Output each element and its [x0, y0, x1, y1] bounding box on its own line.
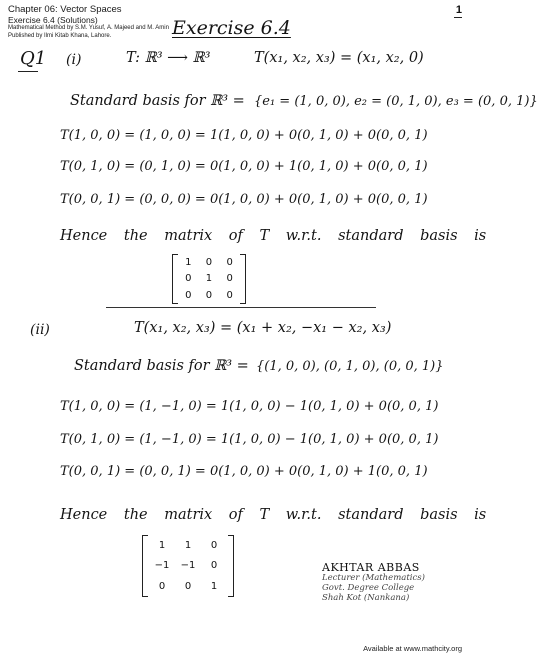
part-ii-hence: Hence the matrix of T w.r.t. standard basis is — [60, 507, 487, 523]
stamp-line: Govt. Degree College — [322, 583, 415, 593]
matrix-cell: 0 — [158, 581, 166, 593]
matrix-cell: 0 — [205, 290, 213, 302]
part-i-map: T: ℝ³ ⟶ ℝ³ — [126, 50, 211, 66]
matrix-cell: 1 — [158, 539, 166, 551]
part-ii-matrix — [142, 535, 234, 597]
matrix-cell: 0 — [210, 560, 218, 572]
matrix-cell: 1 — [184, 539, 192, 551]
matrix-cell: 1 — [185, 256, 192, 268]
matrix-cell: 0 — [210, 539, 218, 551]
part-i-matrix — [172, 254, 246, 304]
stamp-name: AKHTAR ABBAS — [322, 561, 420, 574]
part-ii-line-2: T(0, 1, 0) = (1, −1, 0) = 1(1, 0, 0) − 1(0, 1, 0) + 0(0, 0, 1) — [60, 432, 439, 447]
stamp-line: Lecturer (Mathematics) — [322, 573, 425, 583]
matrix-cell: 0 — [184, 581, 192, 593]
part-ii-basis-label: Standard basis for ℝ³ = — [74, 358, 249, 374]
part-i-basis-set: {e₁ = (1, 0, 0), e₂ = (0, 1, 0), e₃ = (0, 0, 1)} — [254, 94, 538, 109]
part-ii-line-1: T(1, 0, 0) = (1, −1, 0) = 1(1, 0, 0) − 1(0, 1, 0) + 0(0, 0, 1) — [60, 399, 439, 414]
stamp-line: Shah Kot (Nankana) — [322, 593, 410, 603]
part-i-line-3: T(0, 0, 1) = (0, 0, 0) = 0(1, 0, 0) + 0(0, 1, 0) + 0(0, 0, 1) — [60, 192, 428, 207]
part-ii-label: (ii) — [30, 322, 50, 338]
matrix-cell: 1 — [210, 581, 218, 593]
book-publisher: Published by Ilmi Kitab Khana, Lahore. — [8, 32, 112, 39]
part-i-line-1: T(1, 0, 0) = (1, 0, 0) = 1(1, 0, 0) + 0(0, 1, 0) + 0(0, 0, 1) — [60, 128, 428, 143]
part-i-line-2: T(0, 1, 0) = (0, 1, 0) = 0(1, 0, 0) + 1(0, 1, 0) + 0(0, 0, 1) — [60, 159, 428, 174]
part-i-basis-label: Standard basis for ℝ³ = — [70, 93, 245, 109]
matrix-cell: −1 — [180, 560, 196, 572]
question-label-underline — [18, 71, 38, 72]
book-authors: Mathematical Method by S.M. Yusuf, A. Majeed and M. Amin — [8, 25, 169, 31]
exercise-title: Exercise 6.4 — [172, 17, 291, 39]
page-number: 1 — [455, 4, 462, 16]
left-bracket — [172, 254, 178, 304]
page-number-underline — [454, 17, 462, 18]
page-header — [8, 4, 169, 40]
matrix-cell: 0 — [185, 290, 192, 302]
part-i-hence: Hence the matrix of T w.r.t. standard basis is — [60, 228, 487, 244]
question-label — [20, 48, 46, 69]
left-bracket — [142, 535, 148, 597]
part-ii-line-3: T(0, 0, 1) = (0, 0, 1) = 0(1, 0, 0) + 0(0, 1, 0) + 1(0, 0, 1) — [60, 464, 428, 479]
chapter-title: Chapter 06: Vector Spaces — [8, 4, 122, 15]
matrix-cell: 0 — [226, 256, 233, 268]
question-label-text: Q1 — [20, 48, 47, 69]
right-bracket — [228, 535, 234, 597]
section-divider — [106, 307, 376, 308]
matrix-cell: 0 — [226, 290, 233, 302]
footer-source: Available at www.mathcity.org — [363, 644, 462, 653]
part-ii-basis-set: {(1, 0, 0), (0, 1, 0), (0, 0, 1)} — [256, 359, 444, 374]
matrix-cell: 0 — [226, 273, 233, 285]
right-bracket — [240, 254, 246, 304]
matrix-cell: 0 — [185, 273, 192, 285]
matrix-cell: 0 — [205, 256, 213, 268]
part-i-label: (i) — [66, 52, 82, 68]
matrix-cell: 1 — [205, 273, 213, 285]
exercise-subtitle: Exercise 6.4 (Solutions) — [8, 15, 98, 25]
part-ii-definition: T(x₁, x₂, x₃) = (x₁ + x₂, −x₁ − x₂, x₃) — [134, 320, 392, 336]
matrix-cell: −1 — [154, 560, 170, 572]
author-stamp — [322, 563, 425, 603]
part-i-definition: T(x₁, x₂, x₃) = (x₁, x₂, 0) — [254, 50, 424, 66]
